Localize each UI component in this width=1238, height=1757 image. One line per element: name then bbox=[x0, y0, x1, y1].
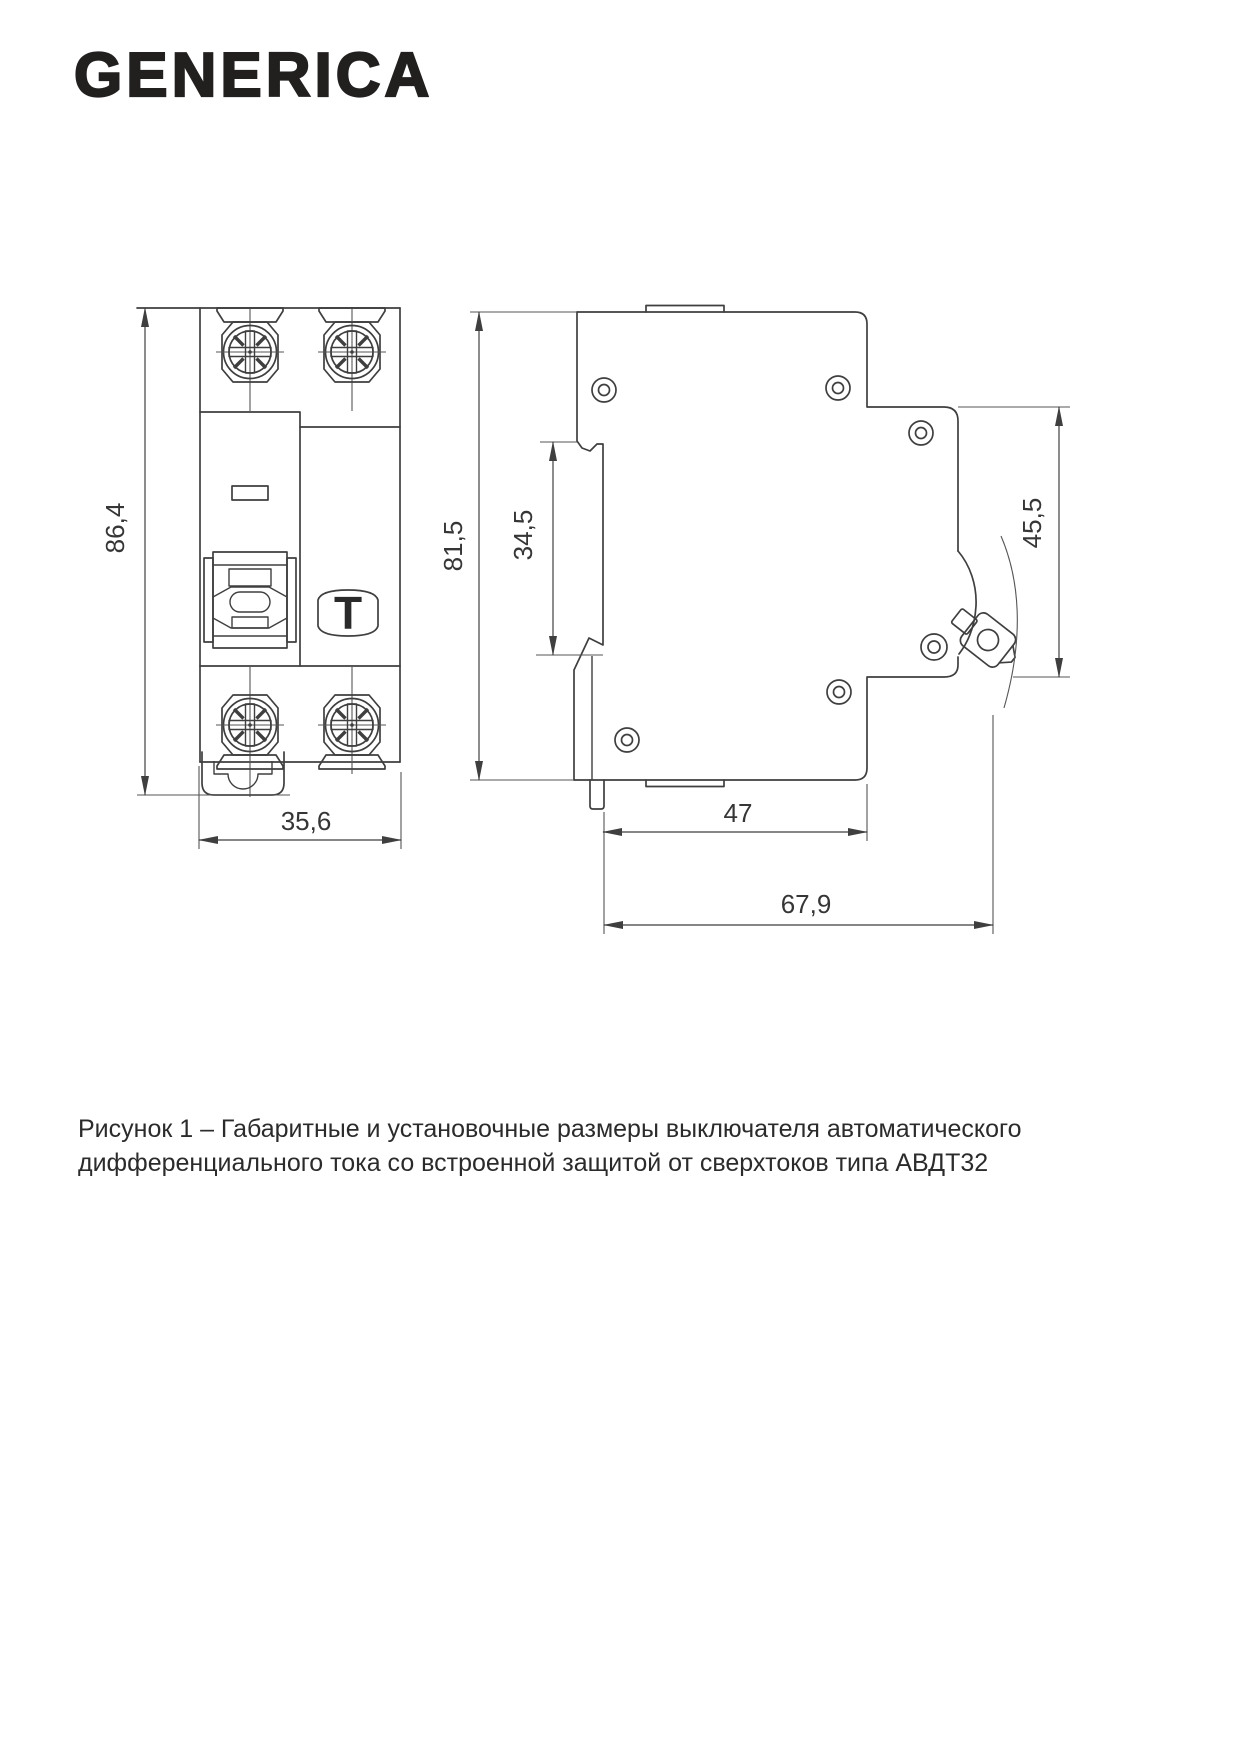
brand-logo: GENERICA bbox=[74, 41, 434, 110]
caption-line1: Рисунок 1 – Габаритные и установочные размеры выключателя автоматического bbox=[78, 1115, 1022, 1143]
front-body-outline bbox=[137, 308, 400, 762]
top-mount-tab bbox=[646, 306, 724, 313]
rivets bbox=[592, 376, 947, 752]
dimensions bbox=[100, 308, 1070, 934]
dim-side-rail-slot: 34,5 bbox=[508, 509, 538, 561]
side-view bbox=[574, 306, 1026, 810]
front-view bbox=[137, 308, 400, 797]
figure-caption bbox=[78, 1112, 1038, 1180]
handle-swing-arc bbox=[1001, 536, 1017, 708]
caption-line2: дифференциального тока со встроенной защитой от сверхтоков типа АВДТ32 bbox=[78, 1149, 989, 1177]
din-rail-profile bbox=[574, 312, 603, 780]
dim-side-depth-body: 47 bbox=[723, 798, 753, 828]
dim-side-cutout: 45,5 bbox=[1017, 497, 1047, 549]
test-button bbox=[318, 587, 378, 639]
side-body-outline bbox=[574, 306, 976, 810]
toggle-switch bbox=[204, 552, 296, 648]
dim-front-width: 35,6 bbox=[280, 806, 332, 836]
dim-side-height: 81,5 bbox=[438, 520, 468, 572]
bottom-mount-tab bbox=[646, 780, 724, 787]
test-button-label: T bbox=[333, 587, 363, 639]
din-release-tab bbox=[590, 780, 604, 809]
marking-window bbox=[232, 486, 268, 500]
dim-front-height: 86,4 bbox=[100, 502, 130, 554]
din-clip-front bbox=[202, 752, 284, 795]
dim-side-depth-total: 67,9 bbox=[780, 889, 832, 919]
